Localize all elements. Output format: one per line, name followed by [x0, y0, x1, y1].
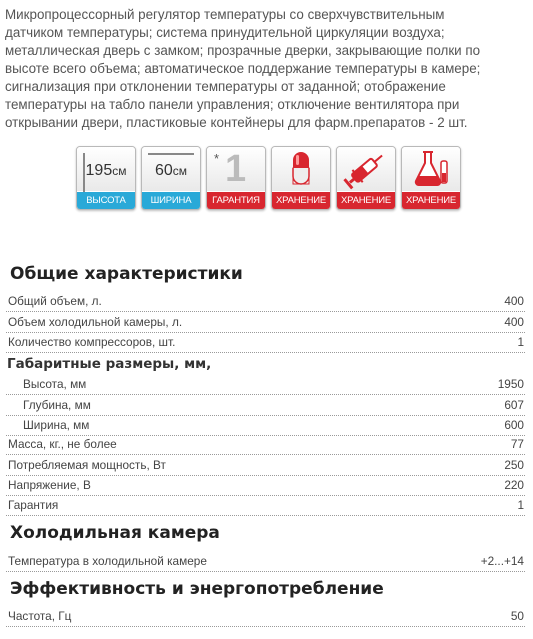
- spec-value: 600: [504, 418, 524, 432]
- capsule-storage-badge: [271, 146, 331, 210]
- spec-value: 77: [510, 437, 524, 451]
- syringe-icon: [337, 147, 395, 191]
- warranty-icon: 1: [225, 148, 247, 190]
- spec-value: 1: [517, 335, 524, 349]
- spec-row: [6, 456, 525, 476]
- warranty-label: ГАРАНТИЯ: [207, 192, 265, 209]
- spec-row: [6, 333, 525, 353]
- warranty-star: *: [214, 151, 220, 166]
- width-badge: [141, 146, 201, 210]
- section-efficiency-title: Эффективность и энергопотребление: [10, 579, 384, 599]
- spec-label: Масса, кг., не более: [8, 437, 117, 451]
- spec-value: 400: [504, 294, 524, 308]
- spec-label: Ширина, мм: [23, 418, 90, 432]
- height-unit: см: [112, 164, 127, 178]
- width-unit: см: [172, 164, 188, 178]
- description-line: датчиком температуры; система принудительной циркуляции воздуха;: [5, 25, 445, 40]
- spec-label: Частота, Гц: [8, 609, 72, 623]
- section-general-title: Общие характеристики: [10, 264, 243, 284]
- spec-row: [6, 292, 525, 312]
- spec-value: 1950: [497, 377, 524, 391]
- spec-row: [6, 607, 525, 627]
- warranty-badge: [206, 146, 266, 210]
- description-line: сигнализация при отклонении температуры от заданной; отображение: [5, 79, 446, 94]
- spec-value: 1: [517, 498, 524, 512]
- spec-label: Напряжение, В: [8, 478, 91, 492]
- product-description: [5, 6, 527, 132]
- description-line: высоте всего объема; автоматическое поддержание температуры в камере;: [5, 61, 481, 76]
- description-line: открывании двери, пластиковые контейнеры для фарм.препаратов - 2 шт.: [5, 115, 468, 130]
- width-icon: [148, 153, 194, 155]
- spec-row: [6, 416, 525, 436]
- spec-value: 607: [504, 398, 524, 412]
- section-dimensions-title: Габаритные размеры, мм,: [7, 356, 212, 372]
- spec-label: Количество компрессоров, шт.: [8, 335, 176, 349]
- spec-label: Объем холодильной камеры, л.: [8, 315, 183, 329]
- height-value: 195: [85, 162, 113, 179]
- description-line: температуры на табло панели управления; отключение вентилятора при: [5, 97, 460, 112]
- spec-row: [6, 396, 525, 416]
- spec-label: Температура в холодильной камере: [8, 554, 207, 568]
- spec-value: 220: [504, 478, 524, 492]
- width-value: 60: [154, 162, 173, 179]
- width-label: ШИРИНА: [142, 192, 200, 209]
- spec-label: Глубина, мм: [23, 398, 91, 412]
- spec-row: [6, 496, 525, 516]
- description-line: металлическая дверь с замком; прозрачные дверки, закрывающие полки по: [5, 43, 481, 58]
- capsule-storage-label: ХРАНЕНИЕ: [272, 192, 330, 209]
- spec-row: [6, 476, 525, 496]
- spec-value: 50: [510, 609, 524, 623]
- spec-value: 250: [504, 458, 524, 472]
- spec-value: 400: [504, 315, 524, 329]
- spec-label: Общий объем, л.: [8, 294, 102, 308]
- spec-label: Потребляемая мощность, Вт: [8, 458, 166, 472]
- syringe-storage-badge: [336, 146, 396, 210]
- section-cold-title: Холодильная камера: [10, 523, 220, 543]
- spec-row: [6, 552, 525, 572]
- spec-row: [6, 435, 525, 455]
- spec-row: [6, 375, 525, 395]
- flask-storage-label: ХРАНЕНИЕ: [402, 192, 460, 209]
- flask-icon: [402, 147, 460, 191]
- height-label: ВЫСОТА: [77, 192, 135, 209]
- spec-row: [6, 313, 525, 333]
- syringe-storage-label: ХРАНЕНИЕ: [337, 192, 395, 209]
- spec-label: Высота, мм: [23, 377, 87, 391]
- height-badge: [76, 146, 136, 210]
- spec-label: Гарантия: [8, 498, 59, 512]
- description-line: Микропроцессорный регулятор температуры со сверхчувствительным: [5, 7, 445, 22]
- capsule-icon: [272, 147, 330, 191]
- flask-storage-badge: [401, 146, 461, 210]
- spec-value: +2...+14: [480, 554, 524, 568]
